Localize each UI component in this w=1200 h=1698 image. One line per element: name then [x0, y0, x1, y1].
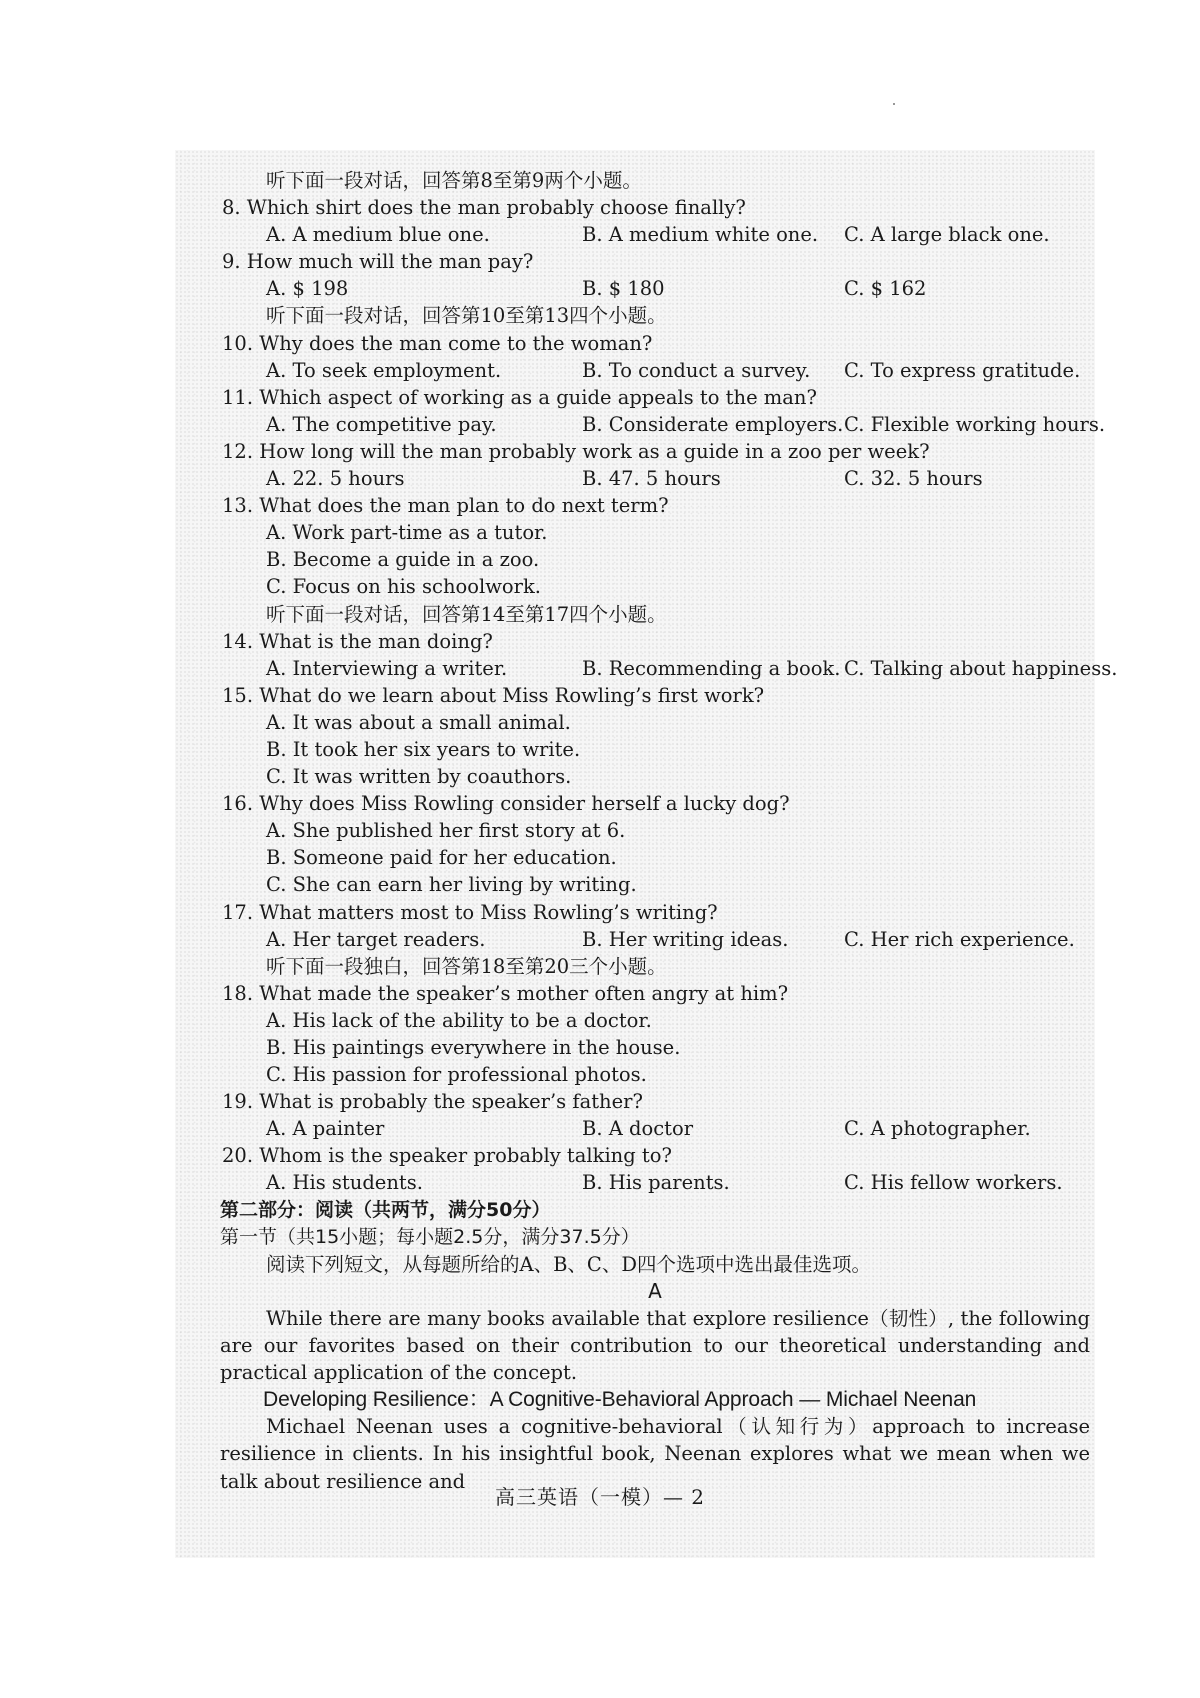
option-b: B. Considerate employers. — [582, 412, 844, 436]
option-b: B. Her writing ideas. — [582, 927, 789, 951]
options-row — [220, 275, 1090, 302]
option-b: B. To conduct a survey. — [582, 358, 811, 382]
option-c: C. It was written by coauthors. — [266, 765, 572, 789]
option-c: C. To express gratitude. — [844, 358, 1081, 382]
option-a: A. Her target readers. — [266, 927, 486, 951]
question-stem: 20. Whom is the speaker probably talking to? — [222, 1144, 672, 1168]
question-stem: 17. What matters most to Miss Rowling’s writing? — [222, 900, 718, 924]
instruction-18-20: 听下面一段独白，回答第18至第20三个小题。 — [266, 954, 667, 978]
book-title: Developing Resilience：A Cognitive-Behavioral Approach — Michael Neenan — [263, 1388, 977, 1412]
option-c: C. A large black one. — [844, 223, 1050, 247]
passage-paragraph: While there are many books available that explore resilience（韧性）, the following are our favorites based on their contribution to our theoretical understanding and practical application of the concept. — [220, 1306, 1090, 1385]
option-a: A. The competitive pay. — [266, 412, 497, 436]
part2-heading: 第二部分：阅读（共两节，满分50分） — [220, 1198, 551, 1221]
option-a: A. She published her first story at 6. — [266, 819, 626, 843]
option-b: B. His paintings everywhere in the house. — [266, 1036, 681, 1059]
option-c: C. She can earn her living by writing. — [266, 873, 637, 897]
option-a: A. 22. 5 hours — [266, 467, 405, 491]
question-stem: 18. What made the speaker’s mother often angry at him? — [222, 981, 789, 1005]
exam-content — [220, 167, 1118, 1495]
option-c: C. His passion for professional photos. — [266, 1063, 647, 1087]
question-stem: 13. What does the man plan to do next term? — [222, 494, 669, 518]
options-row — [220, 221, 1090, 248]
option-b: B. Recommending a book. — [582, 656, 841, 680]
options-row — [220, 357, 1090, 384]
instruction-8-9: 听下面一段对话，回答第8至第9两个小题。 — [266, 169, 642, 192]
instruction-10-13: 听下面一段对话，回答第10至第13四个小题。 — [266, 304, 667, 328]
question-stem: 14. What is the man doing? — [222, 629, 493, 653]
question-stem: 12. How long will the man probably work as a guide in a zoo per week? — [222, 439, 930, 463]
question-stem: 9. How much will the man pay? — [222, 250, 534, 274]
option-b: B. His parents. — [582, 1171, 730, 1195]
option-b: B. It took her six years to write. — [266, 737, 581, 761]
option-a: A. A painter — [266, 1117, 385, 1141]
question-stem: 19. What is probably the speaker’s father? — [222, 1090, 643, 1114]
option-a: A. Work part-time as a tutor. — [266, 521, 548, 545]
option-b: B. A medium white one. — [582, 223, 819, 247]
options-row — [220, 926, 1090, 953]
option-c: C. Flexible working hours. — [844, 412, 1106, 436]
option-c: C. Talking about happiness. — [844, 656, 1118, 680]
option-a: A. Interviewing a writer. — [266, 656, 508, 680]
option-a: A. $ 198 — [266, 277, 349, 301]
option-c: C. 32. 5 hours — [844, 467, 983, 491]
option-a: A. His students. — [266, 1171, 423, 1195]
question-stem: 10. Why does the man come to the woman? — [222, 331, 653, 355]
question-stem: 15. What do we learn about Miss Rowling’s first work? — [222, 683, 765, 707]
option-a: A. It was about a small animal. — [266, 710, 571, 734]
option-a: A. A medium blue one. — [266, 223, 490, 247]
question-stem: 8. Which shirt does the man probably choose finally? — [222, 196, 746, 220]
options-row — [220, 1169, 1090, 1196]
question-stem: 16. Why does Miss Rowling consider herself a lucky dog? — [222, 792, 790, 816]
option-c: C. Focus on his schoolwork. — [266, 575, 541, 599]
option-c: C. $ 162 — [844, 277, 927, 301]
option-a: A. To seek employment. — [266, 358, 502, 382]
reading-instruction: 阅读下列短文，从每题所给的A、B、C、D四个选项中选出最佳选项。 — [266, 1252, 871, 1276]
instruction-14-17: 听下面一段对话，回答第14至第17四个小题。 — [266, 602, 667, 626]
option-b: B. A doctor — [582, 1117, 694, 1141]
option-c: C. A photographer. — [844, 1117, 1031, 1141]
option-a: A. His lack of the ability to be a doctor. — [266, 1008, 652, 1032]
option-b: B. Someone paid for her education. — [266, 846, 617, 870]
options-row — [220, 1115, 1090, 1142]
option-c: C. His fellow workers. — [844, 1171, 1063, 1195]
options-row — [220, 465, 1090, 492]
option-b: B. $ 180 — [582, 277, 665, 301]
page-footer: 高三英语（一模）— 2 — [494, 1485, 706, 1509]
option-b: B. Become a guide in a zoo. — [266, 548, 540, 572]
section1-heading: 第一节（共15小题；每小题2.5分，满分37.5分） — [220, 1225, 640, 1248]
question-stem: 11. Which aspect of working as a guide appeals to the man? — [222, 385, 817, 409]
options-row — [220, 655, 1118, 682]
option-b: B. 47. 5 hours — [582, 467, 721, 491]
passage-letter: A — [648, 1278, 662, 1303]
options-row — [220, 411, 1106, 438]
option-c: C. Her rich experience. — [844, 927, 1075, 951]
passage-paragraph: Michael Neenan uses a cognitive-behavioral（认知行为）approach to increase resilience in clients. In his insightful book, Neenan explores what we mean when we talk about resilience and — [220, 1415, 1090, 1493]
scan-speck — [893, 103, 895, 105]
